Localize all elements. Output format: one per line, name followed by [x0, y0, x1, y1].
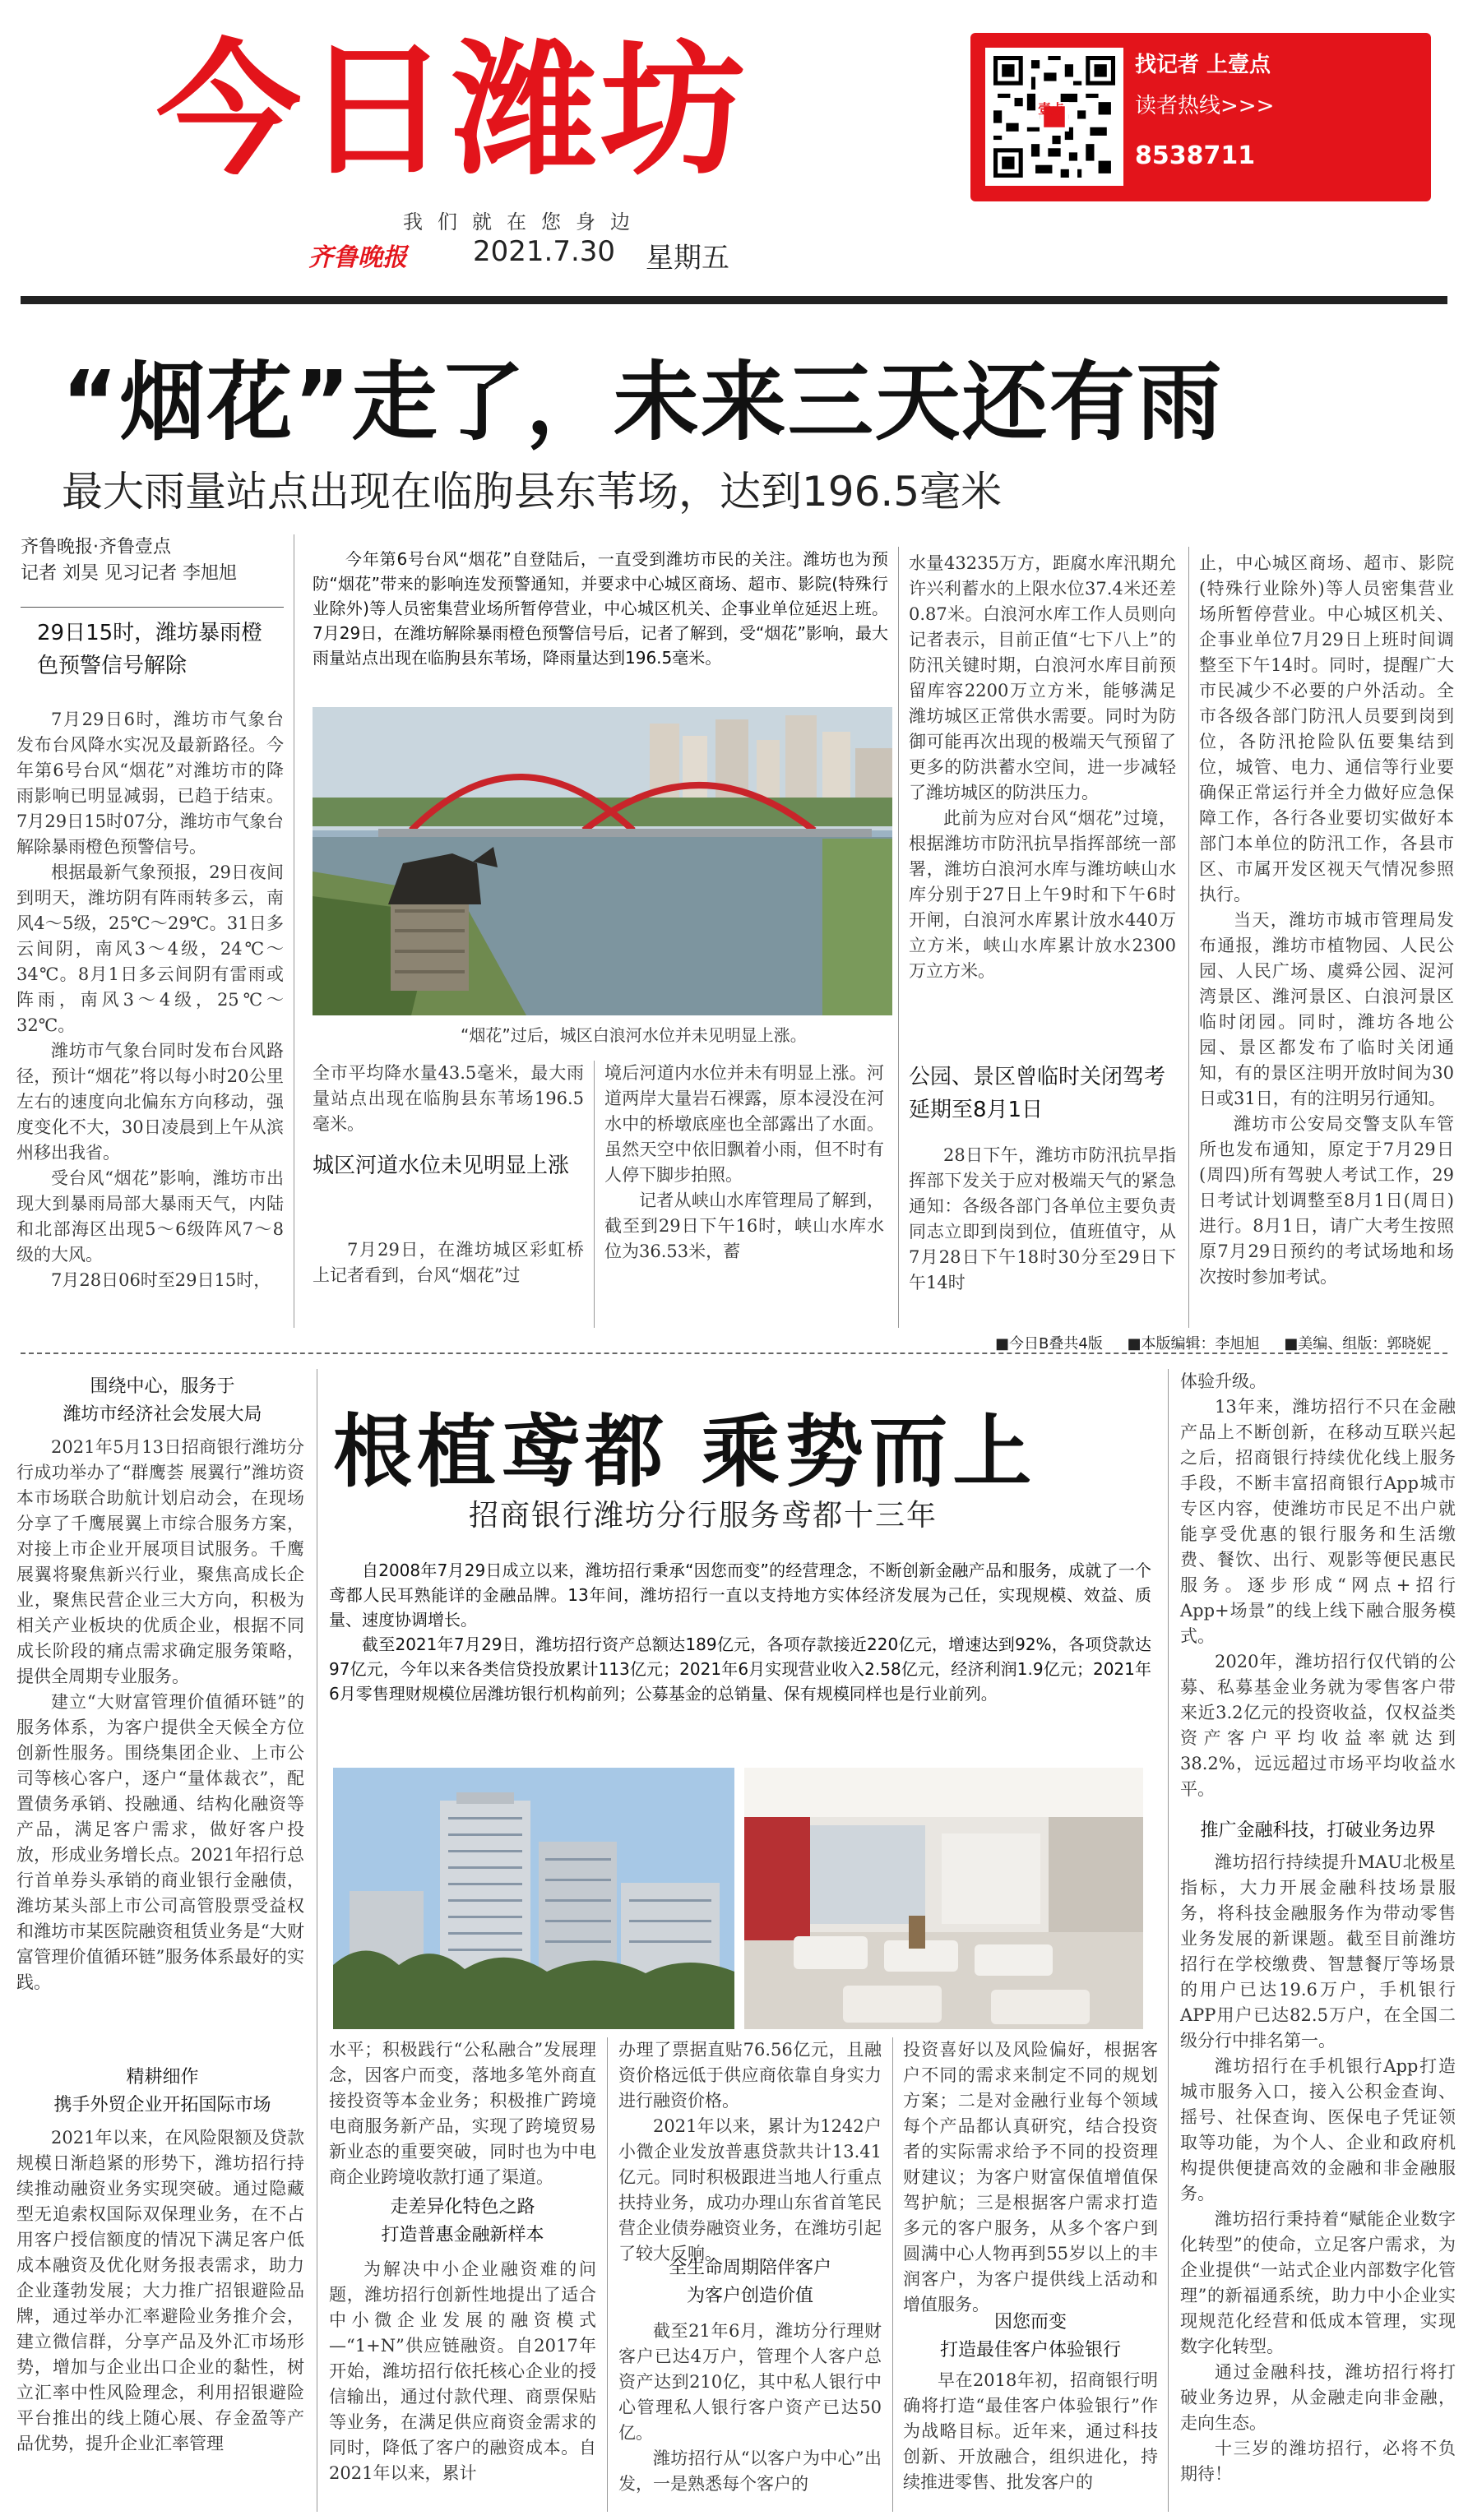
story1-col4b: [909, 1143, 1176, 1328]
paragraph: 2021年以来，累计为1242户小微企业发放普惠贷款共计13.41亿元。同时积极跟进当地人行重点扶持业务，成功办理山东省首笔民营企业债券融资业务，在潍坊引起了较大反响。: [618, 2116, 882, 2263]
story2-side-title2: [21, 2064, 304, 2120]
story1-col2: [313, 1061, 584, 1143]
story1-col3: [604, 1061, 884, 1328]
story1-section3-title: 公园、景区曾临时关闭驾考延期至8月1日: [909, 1065, 1166, 1122]
paragraph: 7月29日6时，潍坊市气象台发布台风降水实况及最新路径。今年第6号台风“烟花”对潍坊市的降雨影响已明显减弱，已趋于结束。7月29日15时07分，潍坊市气象台解除暴雨橙色预警信号。: [16, 710, 284, 857]
story1-col1: [16, 707, 284, 1324]
issue-weekday: 星期五: [646, 242, 729, 275]
story2-side-title6: [1180, 1817, 1456, 1845]
bank-building-photo: [333, 1768, 734, 2029]
story2-side-title3: [329, 2194, 596, 2250]
story2-headline: 根植鸢都 乘势而上: [333, 1406, 1037, 1498]
hotline-number[interactable]: 8538711: [1135, 141, 1256, 170]
paragraph: 13年来，潍坊招行不只在金融产品上不断创新，在移动互联兴起之后，招商银行持续优化线上服务手段，不断丰富招商银行App城市专区内容，使潍坊市民足不出户就能享受优惠的银行服务和生活缴费、餐饮、出行、观影等便民惠民服务。逐步形成“网点+招行App+场景”的线上线下融合服务模式。: [1180, 1397, 1456, 1646]
masthead-slogan: 我们就在您身边: [403, 210, 645, 234]
story1-headline: “烟花”走了，未来三天还有雨: [62, 352, 1224, 452]
column-divider: [594, 1061, 595, 1328]
section-divider: [21, 1352, 1447, 1354]
side-title-line: 走差异化特色之路: [390, 2197, 535, 2217]
side-title-line: 推广金融科技，打破业务边界: [1200, 1820, 1436, 1841]
paragraph: 办理了票据直贴76.56亿元，且融资价格远低于供应商依靠自身实力进行融资价格。: [618, 2040, 882, 2111]
column-divider: [607, 2037, 608, 2512]
story2-lead: [329, 1558, 1151, 1755]
paragraph: 为解决中小企业融资难的问题，潍坊招行创新性地提出了适合中小微企业发展的融资模式—“1+N”供应链融资。自2017年开始，潍坊招行依托核心企业的授信输出，通过付款代理、商票保贴等业务，在满足供应商资金需求的同时，降低了客户的融资成本。自2021年以来，累计: [329, 2259, 596, 2483]
paragraph: 潍坊招行持续提升MAU北极星指标，大力开展金融科技场景服务，将科技金融服务作为带动零售业务发展的新课题。截至目前潍坊招行在学校缴费、智慧餐厅等场景的用户已达19.6万户，手机银行APP用户已达82.5万户，在全国二级分行中排名第一。: [1180, 1852, 1456, 2051]
story2-side-title5: [903, 2309, 1158, 2365]
story2-col5: [1180, 1369, 1456, 1813]
paper-name: 齐鲁晚报: [308, 243, 407, 272]
paragraph: 早在2018年初，招商银行明确将打造“最佳客户体验银行”作为战略目标。近年来，通过科技创新、开放融合，组织进化，持续推进零售、批发客户的: [903, 2370, 1158, 2492]
story2-col1: [16, 1435, 304, 2068]
byline-reporters: 记者 刘昊 见习记者 李旭旭: [21, 563, 237, 584]
page-count: ■今日B叠共4版: [995, 1335, 1103, 1352]
story2-col4: [903, 2037, 1158, 2314]
paragraph: 根据最新气象预报，29日夜间到明天，潍坊阴有阵雨转多云，南风4～5级，25℃～29℃。31日多云间阴，南风3～4级，24℃～34℃。8月1日多云间阴有雷雨或阵雨，南风3～4级，25℃～32℃。: [16, 862, 284, 1035]
story1-subheadline: 最大雨量站点出现在临朐县东苇场，达到196.5毫米: [62, 468, 1003, 516]
story1-section2-title: 城区河道水位未见明显上涨: [313, 1154, 570, 1178]
story2-col2b: [329, 2257, 596, 2512]
side-title-line: 因您而变: [993, 2312, 1067, 2333]
paragraph: 境后河道内水位并未有明显上涨。河道两岸大量岩石裸露，原本浸没在河水中的桥墩底座也全部露出了水面。虽然天空中依旧飘着小雨，但不时有人停下脚步拍照。: [604, 1063, 884, 1185]
paragraph: 潍坊市公安局交警支队车管所也发布通知，原定于7月29日(周四)所有驾驶人考试工作，29日考试计划调整至8月1日(周日)进行。8月1日，请广大考生按照原7月29日预约的考试场地和场次按时参加考试。: [1199, 1114, 1454, 1287]
story1-section1-title: 29日15时，潍坊暴雨橙色预警信号解除: [37, 621, 263, 678]
masthead-divider: [21, 296, 1447, 304]
story2-col1b: [16, 2125, 304, 2512]
paragraph: 7月29日，在潍坊城区彩虹桥上记者看到，台风“烟花”过: [313, 1240, 584, 1285]
paragraph: 全市平均降水量43.5毫米，最大雨量站点出现在临朐县东苇场196.5毫米。: [313, 1063, 584, 1134]
paragraph: 记者从峡山水库管理局了解到，截至到29日下午16时，峡山水库水位为36.53米，蓄: [604, 1191, 884, 1261]
photo-caption: “烟花”过后，城区白浪河水位并未见明显上涨。: [461, 1025, 807, 1045]
side-title-line: 携手外贸企业开拓国际市场: [53, 2095, 271, 2115]
paragraph: 2021年5月13日招商银行潍坊分行成功举办了“群鹰荟 展翼行”潍坊资本市场联合助航计划启动会，在现场分享了千鹰展翼上市综合服务方案，对接上市企业开展项目试服务。千鹰展翼将聚焦新兴行业，聚焦高成长企业，聚焦民营企业三大方向，积极为相关产业板块的优质企业，根据不同成长阶段的痛点需求确定服务策略，提供全周期专业服务。: [16, 1437, 304, 1686]
paragraph: 十三岁的潍坊招行，必将不负期待！: [1180, 2439, 1456, 2484]
river-bridge-photo: [313, 707, 892, 1015]
side-title-line: 精耕细作: [126, 2067, 199, 2088]
story2-col4b: [903, 2368, 1158, 2512]
paragraph: 28日下午，潍坊市防汛抗旱指挥部下发关于应对极端天气的紧急通知：各级各部门各单位主要负责同志立即到岗到位，值班值守，从7月28日下午18时30分至29日下午14时: [909, 1145, 1176, 1292]
side-title-line: 打造普惠金融新样本: [381, 2225, 544, 2245]
paragraph: 潍坊市气象台同时发布台风路径，预计“烟花”将以每小时20公里左右的速度向北偏东方向移动，强度变化不大，30日凌晨到上午从滨州移出我省。: [16, 1041, 284, 1163]
paragraph: 此前为应对台风“烟花”过境，根据潍坊市防汛抗旱指挥部统一部署，潍坊白浪河水库与潍坊峡山水库分别于27日上午9时和下午6时开闸，白浪河水库累计放水440万立方米，峡山水库累计放水2300万立方米。: [909, 808, 1176, 981]
byline-rule: [21, 607, 284, 608]
story1-lead: 今年第6号台风“烟花”自登陆后，一直受到潍坊市民的关注。潍坊也为预防“烟花”带来的影响连发预警通知，并要求中心城区商场、超市、影院(特殊行业除外)等人员密集营业场所暂停营业，中心城区机关、企事业单位延迟上班。7月29日，在潍坊解除暴雨橙色预警信号后，记者了解到，受“烟花”影响，最大雨量站点出现在临朐县东苇场，降雨量达到196.5毫米。: [313, 549, 888, 668]
paragraph: 止，中心城区商场、超市、影院(特殊行业除外)等人员密集营业场所暂停营业。中心城区机关、企事业单位7月29日上班时间调整至下午14时。同时，提醒广大市民减少不必要的户外活动。全市各级各部门防汛人员要到岗到位，各防汛抢险队伍要集结到位，城管、电力、通信等行业要确保正常运行并全力做好应急保障工作，各行各业要切实做好本部门本单位的防汛工作，各县市区、市属开发区视天气情况参照执行。: [1199, 553, 1454, 904]
story2-subheadline: 招商银行潍坊分行服务鸢都十三年: [469, 1499, 938, 1533]
story2-col2: [329, 2037, 596, 2185]
paragraph: 截至2021年7月29日，潍坊招行资产总额达189亿元，各项存款接近220亿元，增速达到92%，各项贷款达97亿元，今年以来各类信贷投放累计113亿元；2021年6月实现营业收入2.58亿元，经济利润1.9亿元；2021年6月零售理财规模位居潍坊银行机构前列；公募基金的总销量、保有规模同样也是行业前列。: [329, 1635, 1151, 1704]
page-info: [995, 1332, 1431, 1353]
bank-lobby-photo: [744, 1768, 1143, 2029]
paragraph: 潍坊招行在手机银行App打造城市服务入口，接入公积金查询、摇号、社保查询、医保电子凭证领取等功能，为个人、企业和政府机构提供便捷高效的金融和非金融服务。: [1180, 2056, 1456, 2203]
paragraph: 水量43235万方，距腐水库汛期允许兴利蓄水的上限水位37.4米还差0.87米。白浪河水库工作人员则向记者表示，目前正值“七下八上”的防汛关键时期，白浪河水库目前预留库容2200万立方米，能够满足潍坊城区正常供水需要。同时为防御可能再次出现的极端天气预留了更多的防洪蓄水空间，进一步减轻了潍坊城区的防洪压力。: [909, 553, 1176, 802]
hotline-line2: 读者热线>>>: [1135, 94, 1275, 118]
hotline-line1: 找记者 上壹点: [1135, 53, 1271, 77]
paragraph: 投资喜好以及风险偏好，根据客户不同的需求来制定不同的规划方案；二是对金融行业每个领域每个产品都认真研究，结合投资者的实际需求给予不同的投资理财建议；为客户财富保值增值保驾护航；三是根据客户需求打造多元的客户服务，从多个客户到圆满中心人物再到55岁以上的丰润客户，为客户提供线上活动和增值服务。: [903, 2040, 1158, 2314]
side-title-line: 为客户创造价值: [686, 2286, 813, 2306]
paragraph: 体验升级。: [1180, 1371, 1267, 1391]
paragraph: 当天，潍坊市城市管理局发布通报，潍坊市植物园、人民公园、人民广场、虞舜公园、浞河湾景区、潍河景区、白浪河景区临时闭园。同时，潍坊各地公园、景区都发布了临时关闭通知，有的景区注明开放时间为30日或31日，有的注明另行通知。: [1199, 910, 1454, 1108]
paragraph: 2020年，潍坊招行仅代销的公募、私募基金业务就为零售客户带来近3.2亿元的投资收益，仅权益类资产客户平均收益率就达到38.2%，远远超过市场平均收益水平。: [1180, 1652, 1456, 1799]
side-title-line: 打造最佳客户体验银行: [939, 2340, 1121, 2360]
column-divider: [898, 547, 899, 1328]
story1-col4: [909, 551, 1176, 1044]
paragraph: 截至21年6月，潍坊分行理财客户已达4万户，管理个人客户总资产达到210亿，其中私人银行中心管理私人银行客户资产已达50亿。: [618, 2321, 882, 2443]
paragraph: 水平；积极践行“公私融合”发展理念，因客户而变，落地多笔外商直接投资等本金业务；积极推广跨境电商服务新产品，实现了跨境贸易新业态的重要突破，同时也为中电商企业跨境收款打通了渠道。: [329, 2040, 596, 2187]
story1-col2b: [313, 1237, 584, 1320]
story2-side-title4: [618, 2254, 882, 2310]
qr-label: 壹点: [1038, 101, 1065, 117]
side-title-line: 潍坊市经济社会发展大局: [63, 1404, 262, 1425]
story1-byline: [21, 534, 284, 587]
paragraph: 2021年以来，在风险限额及贷款规模日渐趋紧的形势下，潍坊招行持续推动融资业务实现突破。通过隐藏型无追索权国际双保理业务，在不占用客户授信额度的情况下满足客户低成本融资及优化财务报表需求，助力企业蓬勃发展；大力推广招银避险品牌，通过举办汇率避险业务推介会，建立微信群，分享产品及外汇市场形势，增加与企业出口企业的黏性，树立汇率中性风险理念，利用招银避险平台推出的线上随心展、存金盈等产品优势，提升企业汇率管理: [16, 2128, 304, 2453]
issue-date: 2021.7.30: [473, 235, 616, 268]
side-title-line: 围绕中心，服务于: [90, 1376, 235, 1397]
side-title-line: 全生命周期陪伴客户: [668, 2258, 831, 2278]
paragraph: 受台风“烟花”影响，潍坊市出现大到暴雨局部大暴雨天气，内陆和北部海区出现5～6级阵风7～8级的大风。: [16, 1168, 284, 1265]
story2-col3: [618, 2037, 882, 2263]
paragraph: 潍坊招行秉持着“赋能企业数字化转型”的使命，立足客户需求，为企业提供“一站式企业内部数字化管理”的新福通系统，助力中小企业实现规范化经营和低成本管理，实现数字化转型。: [1180, 2209, 1456, 2356]
column-divider: [1188, 547, 1189, 1328]
column-divider: [1168, 1369, 1169, 2512]
column-divider: [892, 2037, 893, 2512]
paragraph: 自2008年7月29日成立以来，潍坊招行秉承“因您而变”的经营理念，不断创新金融产品和服务，成就了一个鸢都人民耳熟能详的金融品牌。13年间，潍坊招行一直以支持地方实体经济发展为己任，实现规模、效益、质量、速度协调增长。: [329, 1561, 1151, 1630]
story2-col3b: [618, 2319, 882, 2512]
byline-agency: 齐鲁晚报·齐鲁壹点: [21, 537, 171, 557]
paragraph: 通过金融科技，潍坊招行将打破业务边界，从金融走向非金融，走向生态。: [1180, 2362, 1456, 2433]
paragraph: 潍坊招行从“以客户为中心”出发，一是熟悉每个客户的: [618, 2448, 882, 2494]
page-designer: ■美编、组版：郭晓妮: [1284, 1335, 1432, 1352]
masthead-title: 今日潍坊: [156, 26, 749, 195]
story2-col5b: [1180, 1850, 1456, 2512]
paragraph: 7月28日06时至29日15时，: [51, 1270, 271, 1290]
story1-col5: [1199, 551, 1454, 1328]
paragraph: 建立“大财富管理价值循环链”的服务体系，为客户提供全天候全方位创新性服务。围绕集团企业、上市公司等核心客户，逐户“量体裁衣”，配置债务承销、投融通、结构化融资等产品，满足客户需求，做好客户投放，形成业务增长点。2021年招行总行首单券头承销的商业银行金融债，潍坊某头部上市公司高管股票受益权和潍坊市某医院融资租赁业务是“大财富管理价值循环链”服务体系最好的实践。: [16, 1692, 304, 1992]
story2-side-title1: [21, 1373, 304, 1429]
page-editor: ■本版编辑：李旭旭: [1127, 1335, 1260, 1352]
